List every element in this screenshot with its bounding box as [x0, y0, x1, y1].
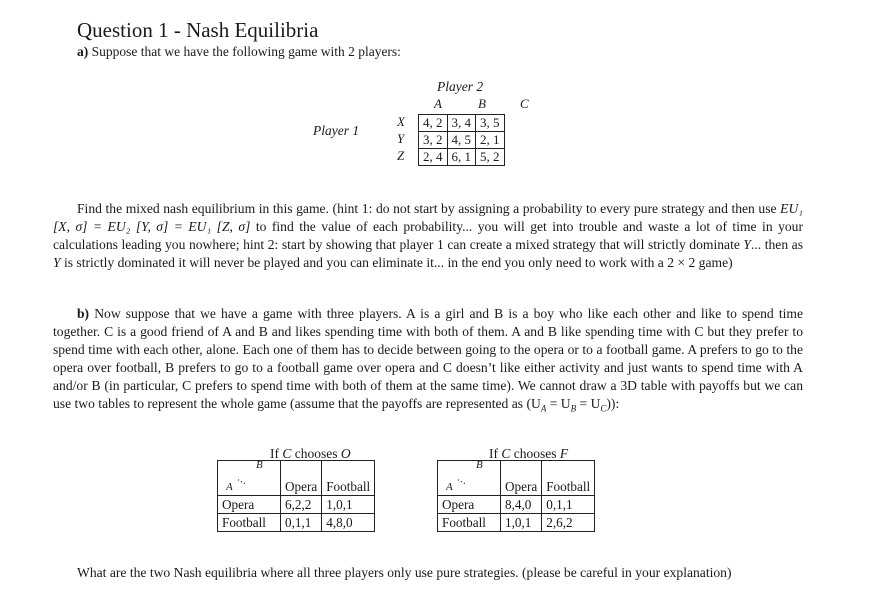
sub-b: B	[570, 403, 577, 414]
column-header: Football	[542, 461, 595, 496]
caption-mid: chooses	[510, 446, 560, 461]
corner-label-a: A	[226, 481, 233, 493]
column-header: Opera	[501, 461, 542, 496]
var-y: Y	[53, 255, 61, 270]
table-row	[438, 496, 595, 514]
caption-choice: O	[340, 446, 351, 461]
part-a-text-2: to find the value of each probability... you will get into trouble and waste a lot of time in your calculations leading you nowhere; hint 2: start by showing that player 1 can create a mixed strategy that will strictly dominate	[53, 219, 803, 252]
table-header-row	[218, 461, 375, 496]
col-header-a: A	[434, 96, 442, 111]
corner-label-a: A	[446, 481, 453, 493]
col-header-c: C	[520, 96, 529, 111]
matrix-cell: 2, 1	[476, 132, 505, 149]
table-corner	[438, 461, 501, 496]
part-b-text: Now suppose that we have a game with three players. A is a girl and B is a boy who like each other and like to spend time together. C is a good friend of A and B and likes spending time with both of them. A and B like spending time with C but they prefer to spend time with each other, alone. Each one of them has to decide between going to the opera or to a football game. A prefers to go to the opera over football, B prefers to go to a football game over opera and C doesn’t like either activity and just wants to spend time with A and/or B (in particular, C prefers to spend time with both of them at the same time). We cannot draw a 3D table with payoffs but we can use two tables to represent the whole game (assume that the payoffs are represented as (U	[53, 306, 803, 411]
corner-dots: ⋯	[233, 474, 250, 491]
matrix-row	[419, 149, 505, 166]
matrix-cell: 4, 5	[447, 132, 476, 149]
equation: EU₁ [X, σ] = EU₂ [Y, σ] = EU₁ [Z, σ]	[53, 201, 803, 234]
table-cell: 0,1,1	[542, 496, 595, 514]
caption-choice: F	[559, 446, 569, 461]
row-label: Football	[218, 514, 281, 532]
table-cell: 4,8,0	[322, 514, 375, 532]
row-label: Opera	[218, 496, 281, 514]
caption-var: C	[501, 446, 511, 461]
part-a-text-3: ... then as	[750, 237, 803, 252]
caption-mid: chooses	[291, 446, 341, 461]
corner-label-b: B	[256, 459, 263, 471]
matrix-row	[419, 115, 505, 132]
sub-c: C	[600, 403, 607, 414]
final-question-text: What are the two Nash equilibria where all three players only use pure strategies. (please be careful in your explanation)	[77, 565, 732, 580]
table-cell: 0,1,1	[281, 514, 322, 532]
table-header-row	[438, 461, 595, 496]
eq-2: = U	[576, 396, 601, 411]
caption-var: C	[282, 446, 292, 461]
matrix-cell: 2, 4	[419, 149, 448, 166]
page-title: Question 1 - Nash Equilibria	[77, 18, 319, 42]
var-y: Y	[743, 237, 751, 252]
player2-label: Player 2	[437, 79, 484, 94]
part-b-label: b)	[77, 306, 90, 321]
table-cell: 1,0,1	[322, 496, 375, 514]
table-c-football	[437, 460, 595, 532]
part-a-intro	[77, 44, 401, 60]
row-header-z: Z	[397, 148, 405, 163]
matrix-cell: 5, 2	[476, 149, 505, 166]
column-header: Opera	[281, 461, 322, 496]
table-row	[218, 496, 375, 514]
part-a-intro-text: Suppose that we have the following game with 2 players:	[91, 44, 401, 59]
part-a-paragraph	[53, 200, 803, 272]
close-paren: )):	[606, 396, 620, 411]
table-corner	[218, 461, 281, 496]
part-b-paragraph	[53, 305, 803, 418]
part-a-label: a)	[77, 44, 89, 59]
table-c-opera	[217, 460, 375, 532]
final-question	[53, 564, 803, 582]
col-header-b: B	[478, 96, 486, 111]
table-cell: 2,6,2	[542, 514, 595, 532]
table-row	[438, 514, 595, 532]
matrix-cell: 3, 2	[419, 132, 448, 149]
player1-label: Player 1	[313, 123, 360, 138]
part-a-text-1: Find the mixed nash equilibrium in this game. (hint 1: do not start by assigning a probability to every pure strategy and then use	[77, 201, 781, 216]
table-cell: 1,0,1	[501, 514, 542, 532]
table-cell: 8,4,0	[501, 496, 542, 514]
row-label: Football	[438, 514, 501, 532]
sub-a: A	[540, 403, 547, 414]
corner-dots: ⋯	[453, 474, 470, 491]
row-header-x: X	[397, 114, 405, 129]
table-row	[218, 514, 375, 532]
payoff-matrix	[418, 114, 505, 166]
part-a-text-4: is strictly dominated it will never be played and you can eliminate it... in the end you only need to work with a 2 × 2 game)	[60, 255, 733, 270]
matrix-cell: 3, 5	[476, 115, 505, 132]
matrix-cell: 4, 2	[419, 115, 448, 132]
matrix-row	[419, 132, 505, 149]
matrix-cell: 6, 1	[447, 149, 476, 166]
column-header: Football	[322, 461, 375, 496]
caption-prefix: If	[270, 446, 283, 461]
row-label: Opera	[438, 496, 501, 514]
corner-label-b: B	[476, 459, 483, 471]
matrix-cell: 3, 4	[447, 115, 476, 132]
table-cell: 6,2,2	[281, 496, 322, 514]
eq-1: = U	[546, 396, 571, 411]
row-header-y: Y	[397, 131, 405, 146]
caption-prefix: If	[489, 446, 502, 461]
